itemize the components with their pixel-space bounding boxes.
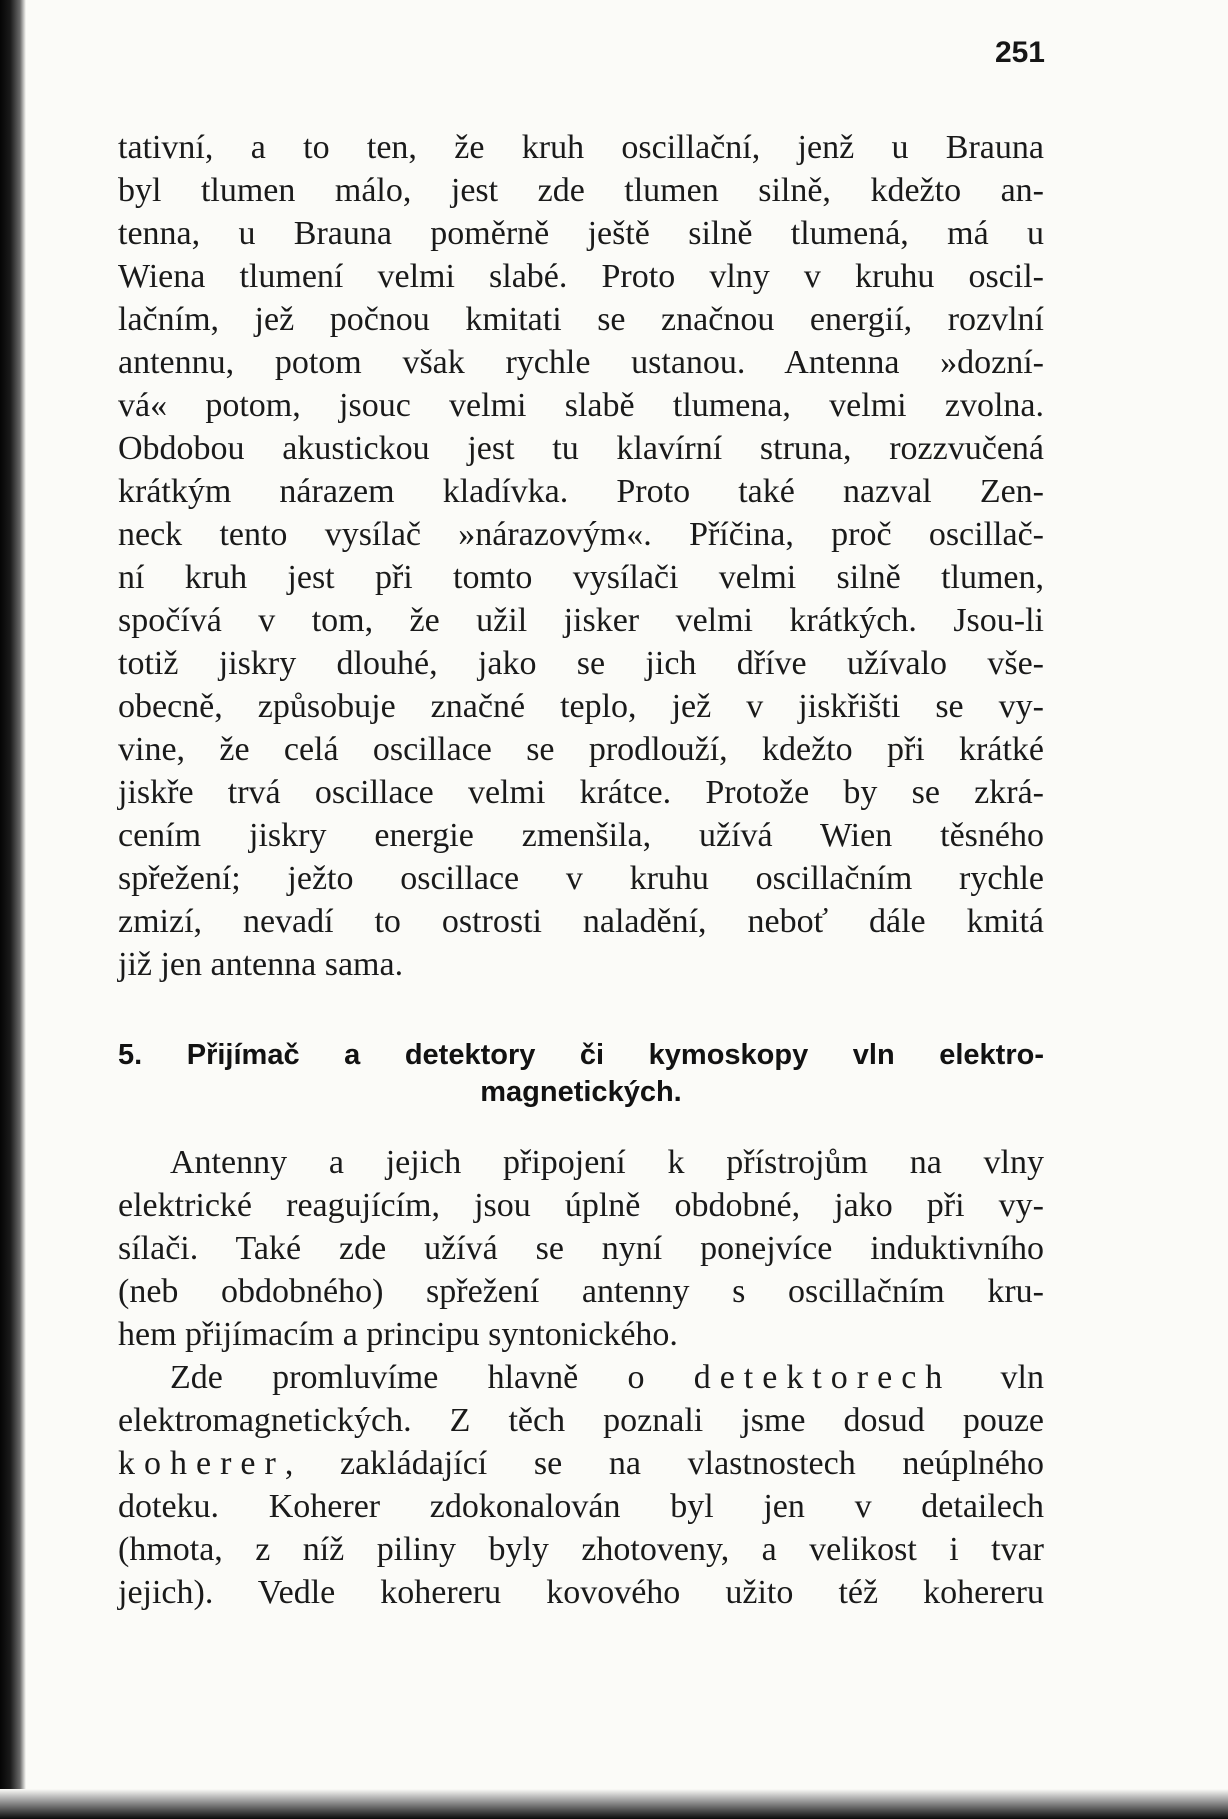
text-span: Zde promluvíme hlavně o [170, 1359, 694, 1396]
emphasis-span: koherer [118, 1445, 285, 1482]
page-bottom-shadow [0, 1789, 1228, 1819]
section-heading-line-2: magnetických. [480, 1076, 682, 1108]
page-number: 251 [994, 36, 1045, 69]
text-line: (neb obdobného) spřežení antenny s oscillačním kru- [118, 1273, 1044, 1310]
section-heading-line-1: 5. Přijímač a detektory či kymoskopy vln elektro- [118, 1039, 1044, 1071]
text-line: antennu, potom však rychle ustanou. Antenna »dozní- [118, 344, 1044, 381]
text-line: spočívá v tom, že užil jisker velmi krátkých. Jsou-li [118, 602, 1044, 639]
text-line: cením jiskry energie zmenšila, užívá Wien těsného [118, 817, 1044, 854]
section-heading [118, 1036, 1044, 1110]
text-line: vá« potom, jsouc velmi slabě tlumena, velmi zvolna. [118, 387, 1044, 424]
text-line: doteku. Koherer zdokonalován byl jen v detailech [118, 1488, 1044, 1525]
text-line: obecně, způsobuje značné teplo, jež v jiskřišti se vy- [118, 688, 1044, 725]
text-line: (hmota, z níž piliny byly zhotoveny, a velikost i tvar [118, 1531, 1044, 1568]
text-line: vine, že celá oscillace se prodlouží, kdežto při krátké [118, 731, 1044, 768]
text-line: byl tlumen málo, jest zde tlumen silně, kdežto an- [118, 172, 1044, 209]
text-span: , zakládající se na vlastnostech neúplného [284, 1445, 1044, 1482]
text-line: hem přijímacím a principu syntonického. [118, 1316, 678, 1353]
text-line: jiskře trvá oscillace velmi krátce. Protože by se zkrá- [118, 774, 1044, 811]
text-line: elektrické reagujícím, jsou úplně obdobné, jako při vy- [118, 1187, 1044, 1224]
text-line [118, 1356, 1044, 1399]
text-span: vln [951, 1359, 1044, 1396]
paragraph-1 [118, 126, 1044, 986]
text-line: jejich). Vedle kohereru kovového užito též kohereru [118, 1574, 1044, 1611]
text-line [118, 1442, 1044, 1485]
text-line: tativní, a to ten, že kruh oscillační, jenž u Brauna [118, 129, 1044, 166]
text-line: Antenny a jejich připojení k přístrojům na vlny [170, 1144, 1044, 1181]
text-line: zmizí, nevadí to ostrosti naladění, neboť dále kmitá [118, 903, 1044, 940]
text-line: již jen antenna sama. [118, 946, 404, 983]
text-line: tenna, u Brauna poměrně ještě silně tlumená, má u [118, 215, 1044, 252]
page-binding-shadow [0, 0, 26, 1819]
text-line: ní kruh jest při tomto vysílači velmi silně tlumen, [118, 559, 1044, 596]
text-line: spřežení; ježto oscillace v kruhu oscillačním rychle [118, 860, 1044, 897]
text-line: totiž jiskry dlouhé, jako se jich dříve užívalo vše- [118, 645, 1044, 682]
text-line: krátkým nárazem kladívka. Proto také nazval Zen- [118, 473, 1044, 510]
text-line: Obdobou akustickou jest tu klavírní struna, rozzvučená [118, 430, 1044, 467]
text-line: Wiena tlumení velmi slabé. Proto vlny v kruhu oscil- [118, 258, 1044, 295]
text-line: neck tento vysílač »nárazovým«. Příčina, proč oscillač- [118, 516, 1044, 553]
emphasis-span: detektorech [693, 1359, 952, 1396]
text-line: sílači. Také zde užívá se nyní ponejvíce induktivního [118, 1230, 1044, 1267]
paragraph-2 [118, 1141, 1044, 1614]
text-line: lačním, jež počnou kmitati se značnou energií, rozvlní [118, 301, 1044, 338]
text-line: elektromagnetických. Z těch poznali jsme dosud pouze [118, 1402, 1044, 1439]
